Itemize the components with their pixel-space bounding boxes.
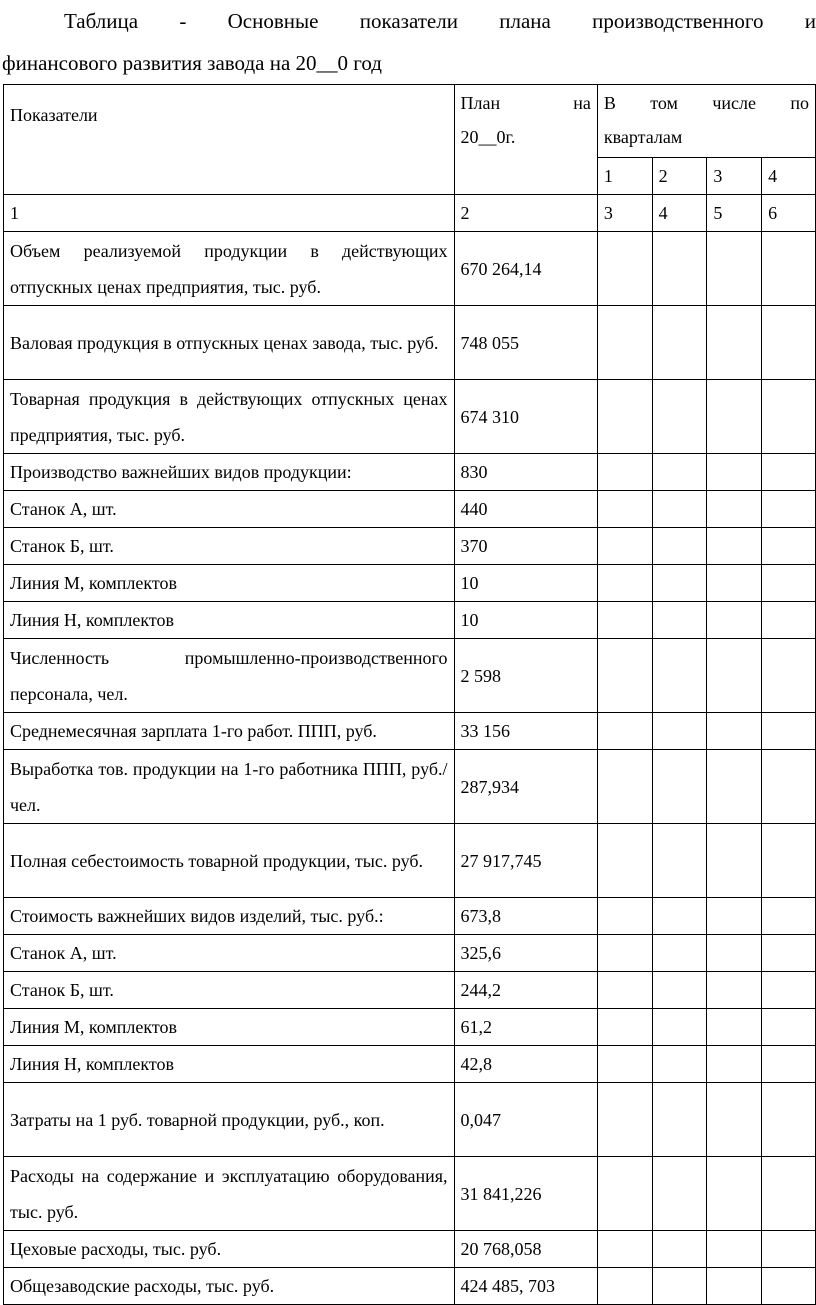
header-q2: 2 — [652, 158, 707, 195]
header-plan — [454, 85, 597, 195]
row-quarter-1 — [597, 898, 652, 935]
row-quarter-1 — [597, 1009, 652, 1046]
row-plan-value: 10 — [454, 565, 597, 602]
row-quarter-1 — [597, 750, 652, 824]
row-indicator: Расходы на содержание и эксплуатацию оборудования, тыс. руб. — [4, 1157, 455, 1231]
table-row — [4, 1157, 816, 1231]
row-indicator: Численность промышленно-производственного персонала, чел. — [4, 639, 455, 713]
num-3: 3 — [597, 195, 652, 232]
row-quarter-2 — [652, 824, 707, 898]
table-row — [4, 602, 816, 639]
header-quarters-w3: числе — [712, 93, 756, 113]
table-row — [4, 750, 816, 824]
row-quarter-2 — [652, 491, 707, 528]
row-quarter-2 — [652, 232, 707, 306]
row-indicator: Линия Н, комплектов — [4, 1046, 455, 1083]
header-quarters-line2: кварталам — [603, 127, 683, 147]
row-indicator: Объем реализуемой продукции в действующих отпускных ценах предприятия, тыс. руб. — [4, 232, 455, 306]
header-q4: 4 — [762, 158, 816, 195]
row-quarter-2 — [652, 1009, 707, 1046]
table-row — [4, 1268, 816, 1305]
row-quarter-4 — [762, 935, 816, 972]
header-indicators: Показатели — [4, 85, 455, 195]
row-quarter-1 — [597, 1046, 652, 1083]
table-row — [4, 380, 816, 454]
row-quarter-4 — [762, 972, 816, 1009]
row-indicator: Станок А, шт. — [4, 935, 455, 972]
row-quarter-3 — [707, 1083, 762, 1157]
row-quarter-2 — [652, 528, 707, 565]
row-indicator: Среднемесячная зарплата 1-го работ. ППП, руб. — [4, 713, 455, 750]
row-plan-value: 33 156 — [454, 713, 597, 750]
row-quarter-3 — [707, 935, 762, 972]
row-quarter-2 — [652, 1046, 707, 1083]
table-row — [4, 639, 816, 713]
row-plan-value: 287,934 — [454, 750, 597, 824]
row-quarter-4 — [762, 639, 816, 713]
row-quarter-2 — [652, 935, 707, 972]
row-quarter-4 — [762, 232, 816, 306]
row-quarter-2 — [652, 454, 707, 491]
row-quarter-3 — [707, 491, 762, 528]
table-row — [4, 491, 816, 528]
table-row — [4, 824, 816, 898]
row-plan-value: 31 841,226 — [454, 1157, 597, 1231]
row-quarter-2 — [652, 639, 707, 713]
row-quarter-2 — [652, 898, 707, 935]
header-quarters-w4: по — [790, 93, 809, 113]
row-plan-value: 673,8 — [454, 898, 597, 935]
header-q1: 1 — [597, 158, 652, 195]
row-plan-value: 674 310 — [454, 380, 597, 454]
row-quarter-4 — [762, 750, 816, 824]
row-quarter-3 — [707, 898, 762, 935]
row-quarter-3 — [707, 972, 762, 1009]
row-quarter-2 — [652, 972, 707, 1009]
header-quarters — [597, 85, 815, 158]
row-plan-value: 0,047 — [454, 1083, 597, 1157]
row-plan-value: 670 264,14 — [454, 232, 597, 306]
row-quarter-4 — [762, 824, 816, 898]
row-quarter-1 — [597, 935, 652, 972]
row-quarter-3 — [707, 713, 762, 750]
row-quarter-4 — [762, 602, 816, 639]
row-quarter-1 — [597, 639, 652, 713]
row-indicator: Станок Б, шт. — [4, 528, 455, 565]
row-quarter-1 — [597, 1231, 652, 1268]
header-q3: 3 — [707, 158, 762, 195]
header-quarters-w2: том — [650, 93, 678, 113]
row-quarter-4 — [762, 528, 816, 565]
row-plan-value: 27 917,745 — [454, 824, 597, 898]
row-quarter-3 — [707, 1231, 762, 1268]
row-plan-value: 20 768,058 — [454, 1231, 597, 1268]
row-quarter-4 — [762, 1009, 816, 1046]
table-row — [4, 1046, 816, 1083]
row-plan-value: 244,2 — [454, 972, 597, 1009]
num-2: 2 — [454, 195, 597, 232]
row-quarter-1 — [597, 491, 652, 528]
row-quarter-1 — [597, 565, 652, 602]
row-quarter-3 — [707, 1157, 762, 1231]
row-indicator: Общезаводские расходы, тыс. руб. — [4, 1268, 455, 1305]
row-quarter-3 — [707, 750, 762, 824]
row-quarter-2 — [652, 1083, 707, 1157]
row-quarter-3 — [707, 454, 762, 491]
row-indicator: Валовая продукция в отпускных ценах завода, тыс. руб. — [4, 306, 455, 380]
table-row — [4, 1009, 816, 1046]
num-5: 5 — [707, 195, 762, 232]
row-quarter-1 — [597, 1157, 652, 1231]
row-plan-value: 325,6 — [454, 935, 597, 972]
row-quarter-3 — [707, 306, 762, 380]
row-indicator: Выработка тов. продукции на 1-го работника ППП, руб./чел. — [4, 750, 455, 824]
table-caption — [2, 0, 816, 84]
row-quarter-4 — [762, 1231, 816, 1268]
row-plan-value: 440 — [454, 491, 597, 528]
row-quarter-3 — [707, 1009, 762, 1046]
row-plan-value: 61,2 — [454, 1009, 597, 1046]
row-quarter-2 — [652, 1268, 707, 1305]
caption-line-1: Таблица - Основные показатели плана производственного и — [64, 9, 816, 33]
num-1: 1 — [4, 195, 455, 232]
table-row — [4, 528, 816, 565]
row-indicator: Товарная продукция в действующих отпускных ценах предприятия, тыс. руб. — [4, 380, 455, 454]
row-quarter-4 — [762, 898, 816, 935]
row-quarter-3 — [707, 565, 762, 602]
table-row — [4, 1083, 816, 1157]
row-quarter-1 — [597, 454, 652, 491]
table-row — [4, 972, 816, 1009]
row-quarter-4 — [762, 1268, 816, 1305]
row-plan-value: 10 — [454, 602, 597, 639]
table-row — [4, 713, 816, 750]
header-plan-word2: на — [573, 93, 591, 113]
num-4: 4 — [652, 195, 707, 232]
row-quarter-2 — [652, 380, 707, 454]
table-row — [4, 565, 816, 602]
table-row — [4, 1231, 816, 1268]
row-quarter-3 — [707, 1046, 762, 1083]
row-quarter-4 — [762, 306, 816, 380]
row-quarter-3 — [707, 232, 762, 306]
table-row — [4, 898, 816, 935]
header-plan-word1: План — [460, 93, 501, 113]
row-quarter-3 — [707, 380, 762, 454]
row-quarter-4 — [762, 1083, 816, 1157]
row-quarter-3 — [707, 824, 762, 898]
row-indicator: Линия Н, комплектов — [4, 602, 455, 639]
row-indicator: Затраты на 1 руб. товарной продукции, руб., коп. — [4, 1083, 455, 1157]
row-quarter-1 — [597, 380, 652, 454]
row-quarter-1 — [597, 232, 652, 306]
row-quarter-2 — [652, 602, 707, 639]
row-quarter-1 — [597, 824, 652, 898]
row-quarter-1 — [597, 972, 652, 1009]
row-plan-value: 830 — [454, 454, 597, 491]
plan-table — [3, 84, 816, 1305]
row-quarter-4 — [762, 1157, 816, 1231]
row-quarter-4 — [762, 713, 816, 750]
row-indicator: Полная себестоимость товарной продукции, тыс. руб. — [4, 824, 455, 898]
table-row — [4, 935, 816, 972]
row-quarter-1 — [597, 528, 652, 565]
row-quarter-1 — [597, 306, 652, 380]
row-quarter-2 — [652, 565, 707, 602]
row-quarter-4 — [762, 380, 816, 454]
table-row — [4, 232, 816, 306]
row-quarter-4 — [762, 1046, 816, 1083]
row-quarter-3 — [707, 1268, 762, 1305]
num-6: 6 — [762, 195, 816, 232]
header-quarters-w1: В — [603, 93, 616, 113]
row-plan-value: 2 598 — [454, 639, 597, 713]
row-indicator: Стоимость важнейших видов изделий, тыс. руб.: — [4, 898, 455, 935]
row-indicator: Линия М, комплектов — [4, 1009, 455, 1046]
row-plan-value: 748 055 — [454, 306, 597, 380]
row-quarter-4 — [762, 565, 816, 602]
row-quarter-3 — [707, 639, 762, 713]
row-plan-value: 42,8 — [454, 1046, 597, 1083]
header-plan-year: 20__0г. — [460, 127, 516, 147]
row-quarter-2 — [652, 306, 707, 380]
row-quarter-2 — [652, 1231, 707, 1268]
row-quarter-3 — [707, 602, 762, 639]
row-quarter-1 — [597, 713, 652, 750]
caption-line-2: финансового развития завода на 20__0 год — [2, 51, 382, 75]
row-quarter-2 — [652, 1157, 707, 1231]
row-plan-value: 424 485, 703 — [454, 1268, 597, 1305]
row-quarter-1 — [597, 1268, 652, 1305]
row-indicator: Линия М, комплектов — [4, 565, 455, 602]
row-quarter-1 — [597, 602, 652, 639]
row-quarter-4 — [762, 491, 816, 528]
table-row — [4, 454, 816, 491]
row-quarter-2 — [652, 750, 707, 824]
header-row — [4, 85, 816, 158]
row-quarter-3 — [707, 528, 762, 565]
row-quarter-1 — [597, 1083, 652, 1157]
table-row — [4, 306, 816, 380]
numbering-row — [4, 195, 816, 232]
row-indicator: Производство важнейших видов продукции: — [4, 454, 455, 491]
row-quarter-2 — [652, 713, 707, 750]
row-indicator: Цеховые расходы, тыс. руб. — [4, 1231, 455, 1268]
row-indicator: Станок А, шт. — [4, 491, 455, 528]
row-indicator: Станок Б, шт. — [4, 972, 455, 1009]
row-plan-value: 370 — [454, 528, 597, 565]
row-quarter-4 — [762, 454, 816, 491]
